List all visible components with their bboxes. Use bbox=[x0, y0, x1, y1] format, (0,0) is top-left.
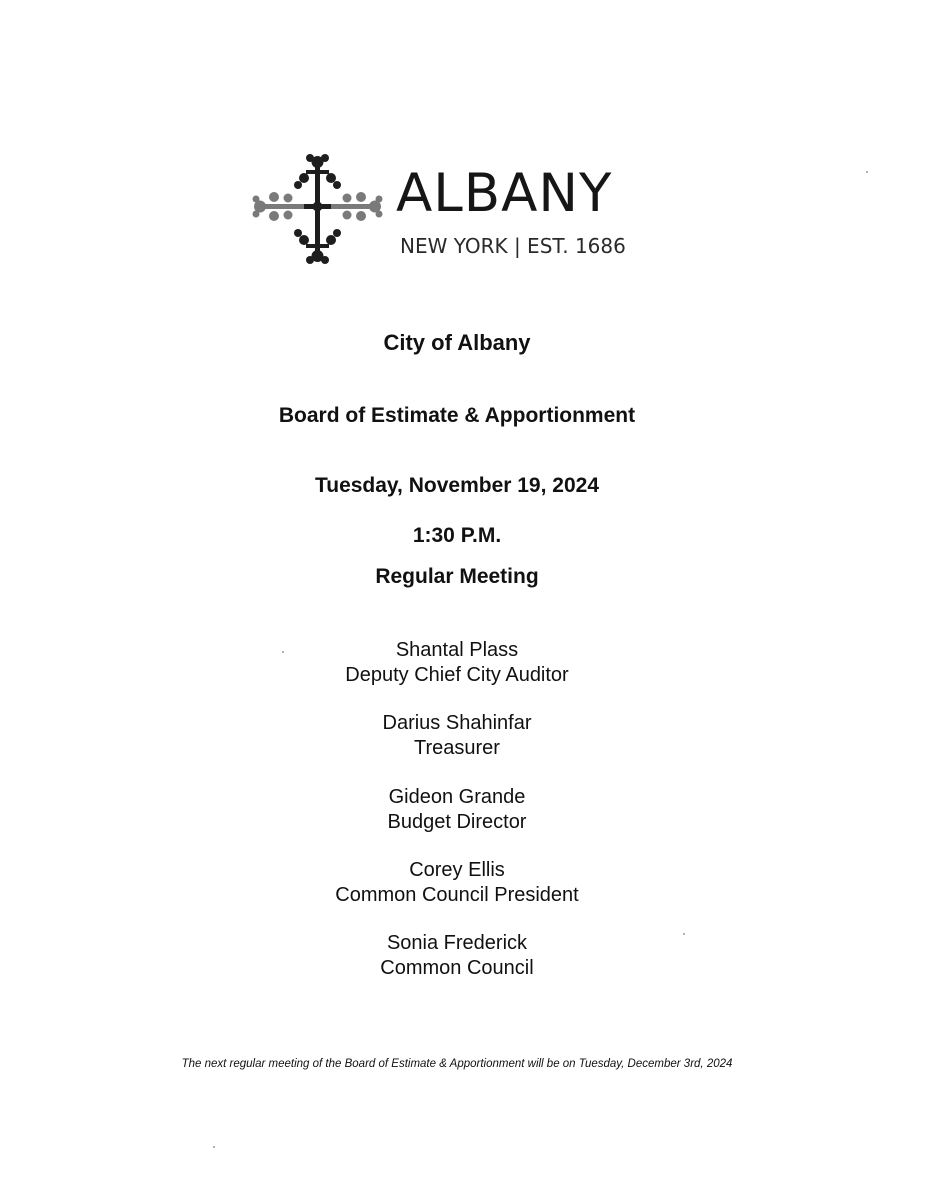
meeting-time: 1:30 P.M. bbox=[412, 524, 502, 547]
next-meeting-note: The next regular meeting of the Board of Estimate & Apportionment will be on Tuesday, December 3rd, 2024 bbox=[181, 1058, 733, 1070]
meeting-date: Tuesday, November 19, 2024 bbox=[314, 474, 600, 497]
member-entry bbox=[0, 931, 914, 981]
scan-speck bbox=[683, 933, 685, 935]
member-role: Common Council bbox=[380, 957, 534, 979]
albany-logo bbox=[252, 152, 672, 272]
scan-speck bbox=[866, 171, 868, 173]
member-name: Sonia Frederick bbox=[386, 932, 528, 954]
member-name: Gideon Grande bbox=[388, 786, 526, 808]
member-entry bbox=[0, 785, 914, 835]
member-role: Common Council President bbox=[335, 884, 579, 906]
member-name: Corey Ellis bbox=[409, 859, 505, 881]
albany-emblem-icon bbox=[252, 152, 392, 267]
board-name: Board of Estimate & Apportionment bbox=[278, 404, 636, 427]
member-entry bbox=[0, 711, 914, 761]
page-title: City of Albany bbox=[383, 330, 531, 355]
member-role: Budget Director bbox=[387, 811, 527, 833]
member-name: Darius Shahinfar bbox=[382, 712, 532, 734]
member-role: Treasurer bbox=[414, 737, 500, 759]
logo-city-name: ALBANY bbox=[396, 163, 613, 224]
member-role: Deputy Chief City Auditor bbox=[345, 664, 569, 686]
member-entry bbox=[0, 858, 914, 908]
scan-speck bbox=[213, 1146, 215, 1148]
meeting-type: Regular Meeting bbox=[375, 565, 539, 588]
member-name: Shantal Plass bbox=[395, 639, 519, 661]
member-entry bbox=[0, 638, 914, 688]
logo-tagline: NEW YORK | EST. 1686 bbox=[400, 234, 626, 258]
scan-speck bbox=[282, 651, 284, 653]
